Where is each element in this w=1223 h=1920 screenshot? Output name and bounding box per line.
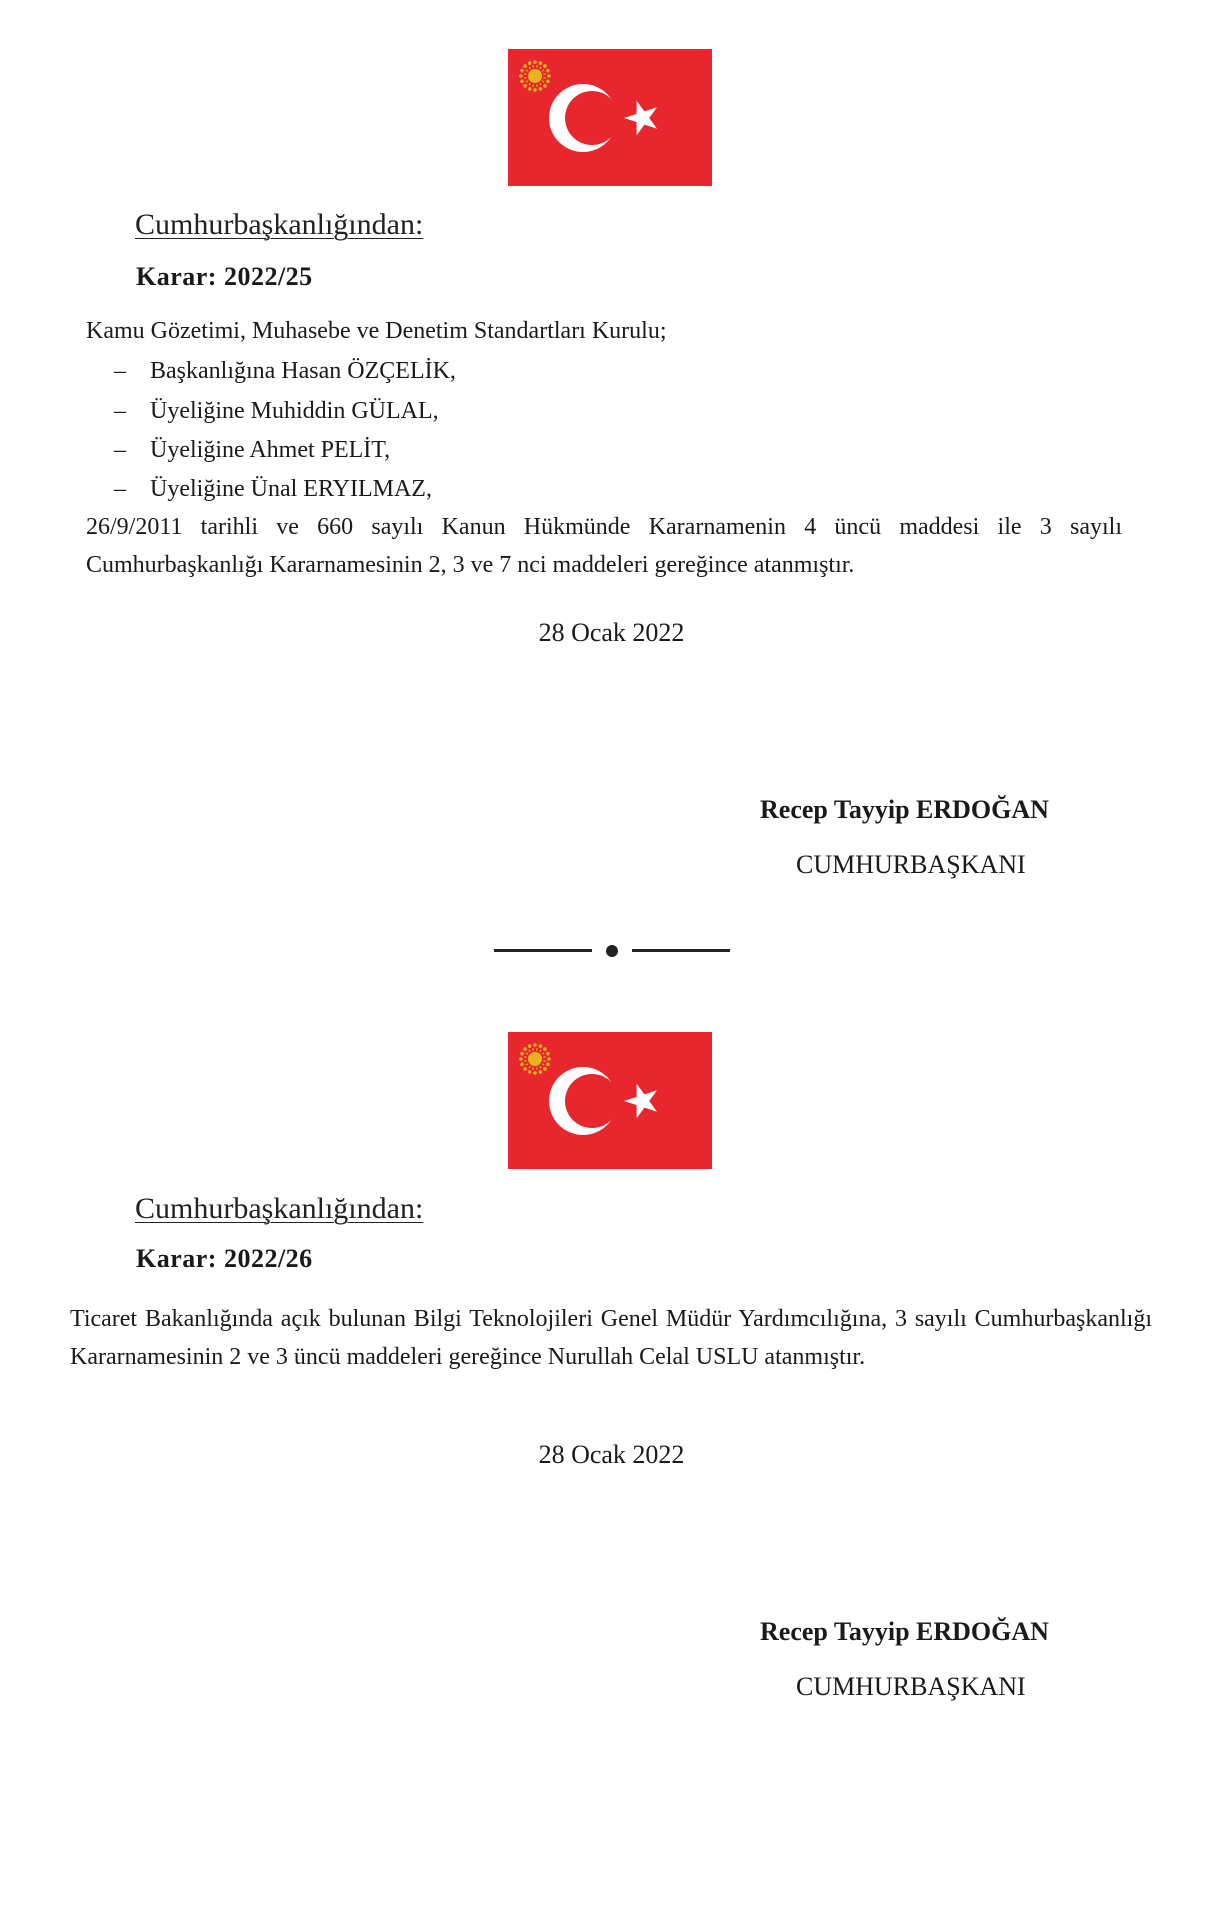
list-item-text: Üyeliğine Ahmet PELİT, [150,437,391,463]
flag-svg [508,49,712,186]
decision-date: 28 Ocak 2022 [538,618,685,647]
separator-line [494,949,592,952]
seal-star [528,1044,532,1048]
section-heading: Cumhurbaşkanlığından: [135,1192,424,1225]
separator-dot [606,945,618,957]
list-item-text: Başkanlığına Hasan ÖZÇELİK, [150,358,456,384]
seal-star [543,1047,547,1051]
seal-star [523,1067,527,1071]
seal-star [547,74,551,78]
dash-marker: – [114,437,126,463]
board-intro: Kamu Gözetimi, Muhasebe ve Denetim Standartları Kurulu; [86,318,667,344]
section-heading: Cumhurbaşkanlığından: [135,208,424,241]
seal-star [520,80,524,84]
seal-sun [528,1052,542,1066]
seal-star [520,69,524,73]
line-dot-line-separator-icon [494,944,730,958]
seal-star [533,1043,537,1047]
seal-star [533,88,537,92]
seal-sun [528,69,542,83]
seal-star [523,84,527,88]
signer-name: Recep Tayyip ERDOĞAN [760,1617,1049,1646]
list-item [114,437,390,464]
seal-star [546,69,550,73]
seal-star [546,1063,550,1067]
list-item [114,398,439,425]
seal-star [547,1057,551,1061]
decision-body: Ticaret Bakanlığında açık bulunan Bilgi Teknolojileri Genel Müdür Yardımcılığına, 3 sayılı Cumhurbaşkanlığı Kararnamesinin 2 ve 3 üncü maddeleri gereğince Nurullah Celal USLU atanmıştır. [70,1306,1152,1370]
seal-star [528,1070,532,1074]
separator-line [632,949,730,952]
seal-star [519,1057,523,1061]
seal-star [539,61,543,65]
seal-star [546,80,550,84]
seal-star [523,1047,527,1051]
seal-star [543,64,547,68]
seal-star [539,87,543,91]
seal-star [533,60,537,64]
seal-star [523,64,527,68]
dash-marker: – [114,476,126,502]
seal-star [539,1044,543,1048]
dash-marker: – [114,358,126,384]
decision-body: 26/9/2011 tarihli ve 660 sayılı Kanun Hükmünde Kararnamenin 4 üncü maddesi ile 3 sayılı Cumhurbaşkanlığı Kararnamesinin 2, 3 ve 7 nci maddeleri gereğince atanmıştır. [86,514,1122,578]
decision-number: Karar: 2022/26 [136,1244,313,1273]
seal-star [520,1052,524,1056]
dash-marker: – [114,398,126,424]
seal-star [539,1070,543,1074]
seal-star [533,1071,537,1075]
turkish-flag-icon [508,49,712,186]
turkish-flag-icon [508,1032,712,1169]
seal-star [543,1067,547,1071]
flag-svg [508,1032,712,1169]
list-item-text: Üyeliğine Muhiddin GÜLAL, [150,398,439,424]
seal-star [543,84,547,88]
signer-title: CUMHURBAŞKANI [796,850,1026,879]
seal-star [520,1063,524,1067]
seal-star [528,87,532,91]
signer-title: CUMHURBAŞKANI [796,1672,1026,1701]
list-item [114,476,432,503]
seal-star [546,1052,550,1056]
decision-number: Karar: 2022/25 [136,262,313,291]
list-item [114,358,456,385]
signer-name: Recep Tayyip ERDOĞAN [760,795,1049,824]
decision-date: 28 Ocak 2022 [538,1440,685,1469]
list-item-text: Üyeliğine Ünal ERYILMAZ, [150,476,432,502]
seal-star [519,74,523,78]
seal-star [528,61,532,65]
